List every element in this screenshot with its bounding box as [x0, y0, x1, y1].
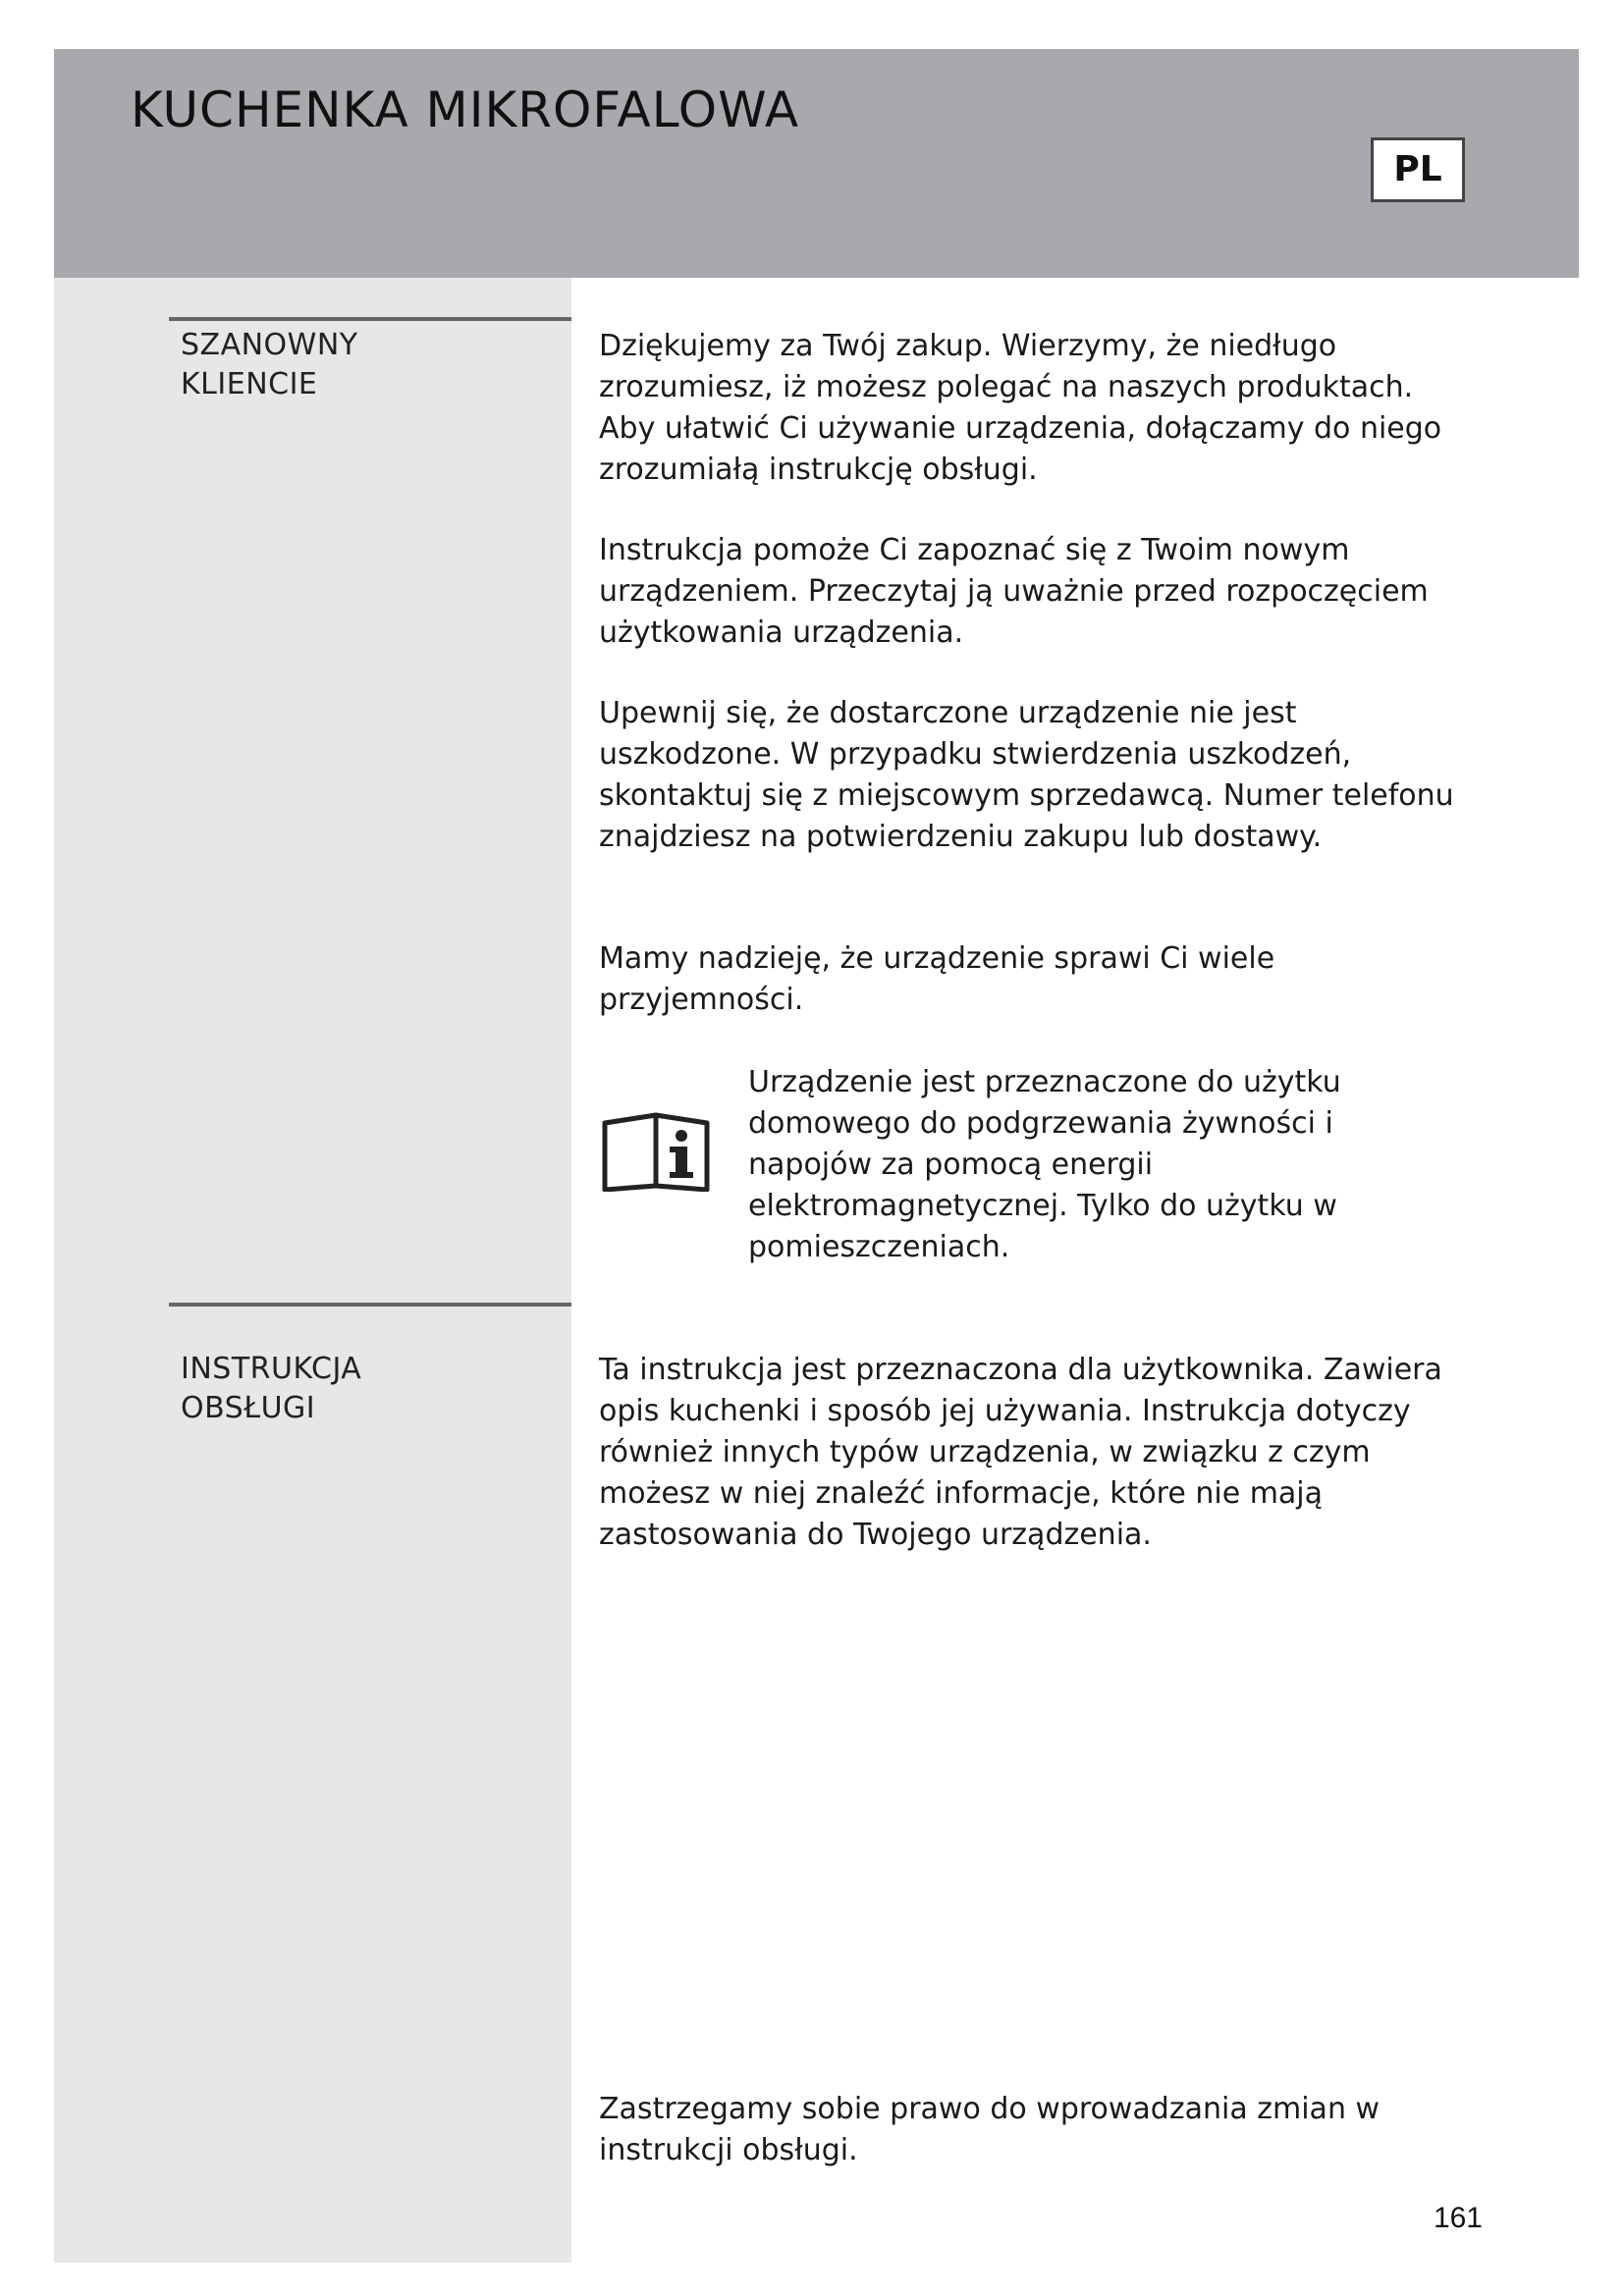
- page-number: 161: [1433, 2202, 1483, 2234]
- page-title: KUCHENKA MIKROFALOWA: [131, 81, 800, 138]
- section-label-line: KLIENCIE: [181, 367, 318, 401]
- sidebar-panel: [54, 278, 571, 2263]
- info-manual-icon: [601, 1109, 711, 1192]
- section-label-line: INSTRUKCJA: [181, 1352, 362, 1386]
- footer-disclaimer: Zastrzegamy sobie prawo do wprowadzania zmian w instrukcji obsługi.: [599, 2092, 1380, 2167]
- paragraph-check-damage: Upewnij się, że dostarczone urządzenie nie jest uszkodzone. W przypadku stwierdzenia uszkodzeń, skontaktuj się z miejscowym sprzedawcą. Numer telefonu znajdziesz na potwierdzeniu zakupu lub dostawy.: [599, 696, 1454, 854]
- language-badge: PL: [1371, 137, 1465, 202]
- section-label-szanowny-kliencie: [181, 326, 358, 404]
- paragraph-instructions-help: Instrukcja pomoże Ci zapoznać się z Twoim nowym urządzeniem. Przeczytaj ją uważnie przed rozpoczęciem użytkowania urządzenia.: [599, 533, 1429, 650]
- paragraph-manual-description: Ta instrukcja jest przeznaczona dla użytkownika. Zawiera opis kuchenki i sposób jej używania. Instrukcja dotyczy również innych typów urządzenia, w związku z czym możesz w niej znaleźć informacje, które nie mają zastosowania do Twojego urządzenia.: [599, 1353, 1442, 1552]
- paragraph-thanks: Dziękujemy za Twój zakup. Wierzymy, że niedługo zrozumiesz, iż możesz polegać na naszych produktach. Aby ułatwić Ci używanie urządzenia, dołączamy do niego zrozumiałą instrukcję obsługi.: [599, 329, 1442, 487]
- section-divider: [169, 317, 571, 321]
- section-divider: [169, 1303, 571, 1307]
- section-label-line: OBSŁUGI: [181, 1391, 316, 1425]
- section-label-instrukcja-obslugi: [181, 1350, 361, 1428]
- paragraph-hope: Mamy nadzieję, że urządzenie sprawi Ci wiele przyjemności.: [599, 941, 1275, 1017]
- section-label-line: SZANOWNY: [181, 328, 358, 362]
- note-intended-use: Urządzenie jest przeznaczone do użytku domowego do podgrzewania żywności i napojów za pomocą energii elektromagnetycznej. Tylko do użytku w pomieszczeniach.: [748, 1065, 1341, 1264]
